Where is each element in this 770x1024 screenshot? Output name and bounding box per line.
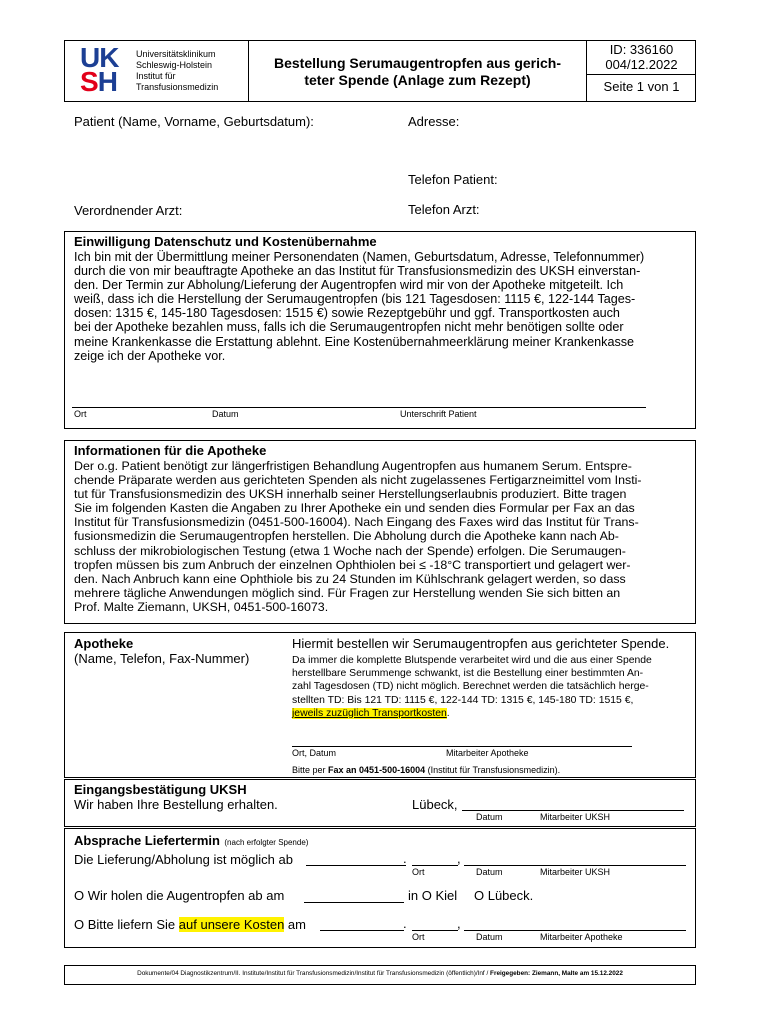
delivery-line3-suffix: am: [284, 917, 306, 932]
receipt-title: Eingangsbestätigung UKSH: [74, 782, 247, 797]
pharmacy-note-line: herstellbare Serummenge schwankt, ist die Bestellung einer bestimmten An-: [292, 668, 644, 680]
doctor-label: Verordnender Arzt:: [74, 203, 183, 218]
consent-line: zeige ich der Apotheke vor.: [74, 348, 226, 363]
patient-phone-label: Telefon Patient:: [408, 172, 498, 187]
title-line-2: teter Spende (Anlage zum Rezept): [304, 72, 531, 88]
fax-prefix: Bitte per: [292, 765, 329, 775]
pharmacy-title: Apotheke: [74, 636, 134, 651]
address-label: Adresse:: [408, 114, 460, 129]
document-id-text: ID: 336160: [609, 42, 674, 57]
option-kiel[interactable]: in O Kiel: [408, 888, 458, 903]
delivery-line1-comma: ,: [457, 851, 461, 866]
footer-path: Dokumente/04 Diagnostikzentrum/II. Institute/Institut für Transfusionsmedizin/Institut für Transfusionsmedizin (öffentlich)/Inf /: [137, 970, 491, 977]
delivery-line3-dot: .: [403, 916, 407, 931]
pharmacy-note-line: stellten TD: Bis 121 TD: 1115 €, 122-144 TD: 1315 €, 145-180 TD: 1515 €,: [292, 694, 634, 706]
document-version: 004/12.2022: [605, 57, 678, 72]
doctor-phone-label: Telefon Arzt:: [408, 202, 480, 217]
signature-patient-label: Unterschrift Patient: [400, 409, 477, 419]
consent-line: weiß, dass ich die Herstellung der Serumaugentropfen (bis 121 Tagesdosen: 1115 €, 122-144 Tages-: [74, 292, 636, 307]
document-title: [249, 55, 586, 89]
delivery-line2-text[interactable]: O Wir holen die Augentropfen ab am: [74, 888, 285, 903]
delivery-line1-mitarbeiter-label: Mitarbeiter UKSH: [540, 867, 611, 877]
info-line: mehrere tägliche Anwendungen möglich sind. Für Fragen zur Herstellung wenden Sie sich bitten an: [74, 585, 621, 600]
delivery-line1-datum-field[interactable]: [412, 865, 458, 866]
info-line: den. Nach Anbruch kann eine Ophthiole bis zu 24 Stunden im Kühlschrank gelagert werden, so dass: [74, 571, 626, 586]
delivery-line2-date-field[interactable]: [304, 902, 404, 903]
option-luebeck[interactable]: O Lübeck.: [474, 888, 534, 903]
info-line: Institut für Transfusionsmedizin (0451-500-16004). Nach Eingang des Faxes wird das Institut für Trans-: [74, 515, 639, 530]
consent-line: den. Der Termin zur Abholung/Lieferung der Augentropfen wird mir von der Apotheke mitgeteilt. Ich: [74, 278, 624, 293]
delivery-line3-prefix: O Bitte liefern Sie: [74, 917, 179, 932]
delivery-line3-mitarbeiter-field[interactable]: [464, 930, 686, 931]
info-line: Der o.g. Patient benötigt zur längerfristigen Behandlung Augentropfen aus humanem Serum. Entspre-: [74, 459, 632, 473]
delivery-title-note: (nach erfolgter Spende): [224, 838, 309, 847]
delivery-line3-ort-label: Ort: [412, 932, 425, 942]
info-line: schluss der mikrobiologischen Testung (etwa 1 Woche nach der Spende) erfolgen. Die Serumaugen-: [74, 543, 626, 558]
consent-title: Einwilligung Datenschutz und Kostenübernahme: [74, 234, 377, 249]
page-number: Seite 1 von 1: [603, 79, 680, 94]
consent-line: Ich bin mit der Übermittlung meiner Personendaten (Namen, Geburtsdatum, Adresse, Telefonnummer): [74, 250, 645, 264]
fax-number: Fax an 0451-500-16004: [328, 765, 426, 775]
logo-line-2: SH: [80, 66, 117, 97]
patient-name-label: Patient (Name, Vorname, Geburtsdatum):: [74, 114, 314, 129]
delivery-line3-mitarbeiter-label: Mitarbeiter Apotheke: [540, 932, 623, 942]
delivery-title: Absprache Liefertermin: [74, 833, 220, 848]
pharmacy-note: [292, 654, 692, 720]
header-divider-3: [586, 74, 696, 75]
footer-release: Freigegeben: Ziemann, Malte am 15.12.2022: [490, 970, 623, 977]
pharmacy-mitarbeiter-label: Mitarbeiter Apotheke: [446, 748, 529, 758]
institution-line-4: Transfusionsmedizin: [136, 82, 219, 92]
delivery-line3[interactable]: [74, 917, 306, 932]
info-line: Sie im folgenden Kasten die Angaben zu Ihrer Apotheke ein und senden dies Formular per Fax an das: [74, 501, 635, 516]
delivery-line1-text: Die Lieferung/Abholung ist möglich ab: [74, 852, 293, 867]
delivery-title-row: [74, 832, 308, 850]
info-text: [74, 459, 694, 614]
note-period: .: [446, 707, 450, 719]
document-id: [587, 42, 696, 72]
info-line: chende Präparate werden aus gerichteten Spenden als nicht zugelassenes Fertigarzneimittel vom Insti-: [74, 473, 642, 488]
info-line: Prof. Malte Ziemann, UKSH, 0451-500-16073.: [74, 599, 329, 614]
pharmacy-ort-datum-label: Ort, Datum: [292, 748, 337, 758]
delivery-line3-datum-label: Datum: [476, 932, 503, 942]
consent-line: bei der Apotheke bezahlen muss, falls ich die Serumaugentropfen nicht mehr benötigen sollte oder: [74, 320, 624, 335]
footer-text: [64, 970, 696, 977]
institution-line-2: Schleswig-Holstein: [136, 60, 213, 70]
delivery-line1-ort-field[interactable]: [306, 865, 406, 866]
receipt-text: Wir haben Ihre Bestellung erhalten.: [74, 797, 278, 812]
own-cost-highlight: auf unsere Kosten: [178, 917, 285, 932]
receipt-city: Lübeck,: [412, 797, 458, 812]
delivery-line1-mitarbeiter-field[interactable]: [464, 865, 686, 866]
institution-line-3: Institut für: [136, 71, 176, 81]
title-line-1: Bestellung Serumaugentropfen aus gerich-: [273, 55, 562, 71]
signature-ort-label: Ort: [74, 409, 87, 419]
delivery-line1-datum-label: Datum: [476, 867, 503, 877]
signature-datum-label: Datum: [212, 409, 239, 419]
fax-instruction: [292, 765, 560, 775]
pharmacy-note-line: Da immer die komplette Blutspende verarbeitet wird und die aus einer Spende: [292, 655, 652, 666]
info-line: fusionsmedizin die Serumaugentropfen herstellen. Die Abholung durch die Apotheke kann nach Ab-: [74, 529, 619, 544]
consent-line: durch die von mir beauftragte Apotheke an das Institut für Transfusionsmedizin des UKSH einverstan-: [74, 264, 641, 279]
receipt-signature-line[interactable]: [462, 810, 684, 811]
consent-line: dosen: 1315 €, 145-180 Tagesdosen: 1515 €) sowie Rezeptgebühr und ggf. Transportkosten auch: [74, 306, 620, 321]
consent-text: [74, 250, 694, 363]
pharmacy-order-text: Hiermit bestellen wir Serumaugentropfen aus gerichteter Spende.: [292, 636, 670, 651]
delivery-line3-datum-field[interactable]: [412, 930, 458, 931]
receipt-datum-label: Datum: [476, 812, 503, 822]
transport-cost-highlight: jeweils zuzüglich Transportkosten: [292, 707, 447, 719]
pharmacy-note-line: zahl Tagesdosen (TD) nicht möglich. Berechnet werden die tatsächlich herge-: [292, 681, 649, 693]
consent-line: meine Krankenkasse die Erstattung ablehnt. Eine Kostenübernahmeerklärung meiner Krankenkasse: [74, 334, 635, 349]
pharmacy-signature-line[interactable]: [292, 746, 632, 747]
info-line: tropfen müssen bis zum Anbruch der einzelnen Ophthiolen bei ≤ -18°C transportiert und gelagert wer-: [74, 557, 631, 572]
pharmacy-subtitle: (Name, Telefon, Fax-Nummer): [74, 651, 250, 666]
institution-line-1: Universitätsklinikum: [136, 49, 216, 59]
delivery-line1-ort-label: Ort: [412, 867, 425, 877]
consent-signature-line[interactable]: [72, 407, 646, 408]
delivery-line1-dot: .: [403, 851, 407, 866]
delivery-line3-comma: ,: [457, 916, 461, 931]
uksh-logo: [80, 40, 130, 100]
pharmacy-note-line: [292, 707, 692, 720]
fax-suffix: (Institut für Transfusionsmedizin).: [425, 765, 561, 775]
logo-line-1: UK: [80, 42, 119, 73]
info-line: tut für Transfusionsmedizin des UKSH innerhalb seiner Herstellungserlaubnis produziert. Bitte tragen: [74, 487, 627, 502]
receipt-mitarbeiter-label: Mitarbeiter UKSH: [540, 812, 611, 822]
info-title: Informationen für die Apotheke: [74, 443, 267, 458]
institution-name: [136, 49, 218, 93]
delivery-line3-ort-field[interactable]: [320, 930, 404, 931]
